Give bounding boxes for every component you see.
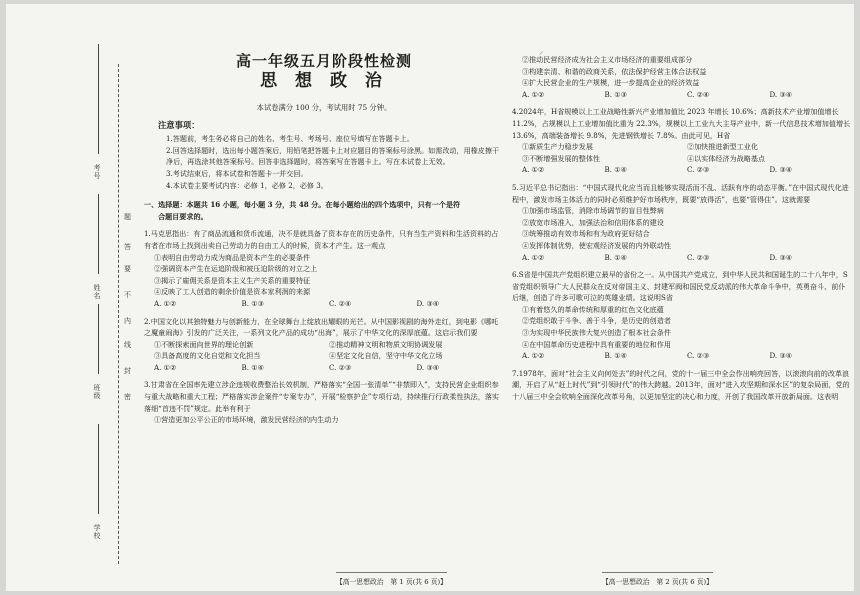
section-heading-cont: 合题目要求的。 [158,211,208,221]
name-label: 姓名 [93,284,101,300]
option-a: A. ①② [522,351,545,361]
seal-char: 要 [124,265,131,273]
right-column [512,54,852,403]
name-blank [98,194,99,274]
option-c: C. ②④ [329,298,352,308]
statement: ③统筹推动有效市场和有为政府更好结合 [522,229,650,239]
class-label: 班级 [93,384,101,400]
seal-char: 线 [124,341,131,349]
note-item: 1.答题前，考生务必将自己的姓名、考生号、考场号、座位号填写在答题卡上。 [166,134,414,144]
section-heading: 一、选择题：本题共 16 小题，每小题 3 分，共 48 分。在每小题给出的四个选项中，只有一个是符 [144,200,461,210]
question-7 [512,368,852,403]
option-d: D. ③④ [416,362,440,372]
exam-subject: 思 想 政 治 [260,71,388,91]
question-2 [144,316,504,374]
statement: ④扩大民营企业的生产规模，进一步提高企业的经济效益 [522,78,700,88]
option-b: B. ①③ [604,89,627,99]
statement: ②加快推进新型工业化 [687,142,758,152]
statement: ①加强市场监管，消除市场调节的盲目性弊病 [522,206,664,216]
exam-number-label: 考号 [93,164,101,180]
pen-mark: ⸝ [539,47,544,57]
seal-char: 题 [124,213,131,221]
seal-char: 内 [124,317,131,325]
note-item: 4.本试卷主要考试内容：必修 1，必修 2，必修 3。 [166,180,328,190]
option-c: C. ②③ [687,165,710,175]
statement: ①营造更加公平公正的市场环境，激发民营经济的内生动力 [154,415,339,425]
answer-options [512,89,852,101]
question-stem: 2.中国文化以其独特魅力与创新能力，在全球舞台上绽放出耀眼的光芒。从中国影视剧的海外走红，到电影《哪吒之魔童闹海》引发的广泛关注，一系列文化产品的成功“出海”，展示了中华文化的深厚底蕴。这启示我们要 [144,316,499,338]
statement: ③为实现中华民族伟大复兴创造了根本社会条件 [522,328,671,338]
statement: ①表明自由劳动力成为商品是资本产生的必要条件 [154,252,311,262]
option-d: D. ③④ [769,89,793,99]
statement: ③不断增强发展的整体性 [522,153,601,163]
question-stem: 6.S省是中国共产党组织建立最早的省份之一。从中国共产党成立，到中华人民共和国诞生的二十八年中，S省党组织领导广大人民群众在反对帝国主义、封建军阀和国民党反动派的伟大革命斗争中，英勇奋斗、前仆后继，创造了许多可歌可泣的英雄业绩。这说明S省 [512,270,848,303]
question-stem: 1.马克思指出：有了商品流通和货币流通，决不是就具备了资本存在的历史条件，只有当生产资料和生活资料的占有者在市场上找到出卖自己劳动力的自由工人的时候，资本才产生。这一观点 [144,229,499,250]
statement-grid [144,339,504,362]
option-a: A. ①② [154,298,177,308]
option-a: A. ①② [522,252,545,262]
seal-char: 不 [124,291,131,299]
option-c: C. ②③ [329,362,352,372]
option-c: C. ②③ [687,351,710,361]
statement: ④坚定文化自信，坚守中华文化立场 [329,351,443,361]
answer-options [144,362,504,374]
page-footer-right: 【高一思想政治 第 2 页(共 6 页)】 [602,572,713,586]
statement: ②放宽市场准入，加强法治和信用体系的建设 [522,217,664,227]
answer-options [144,298,504,310]
answer-options [512,252,852,264]
option-c: C. ②④ [687,89,710,99]
statement: ③揭示了雇佣关系是资本主义生产关系的重要特征 [154,275,311,285]
statement: ④在中国革命历史进程中具有重要的地位和作用 [522,339,671,349]
question-1 [144,228,504,309]
option-d: D. ③④ [769,351,793,361]
note-item: 2.回答选择题时，选出每小题答案后，用铅笔把答题卡上对应题目的答案标号涂黑。如需改动，用橡皮擦干净后，再选涂其他答案标号。回答非选择题时，将答案写在答题卡上。写在本试卷上无效。 [166,145,500,167]
option-d: D. ③④ [416,298,440,308]
statement: ①有着悠久的革命传统和厚重的红色文化底蕴 [522,304,664,314]
statement: ①新质生产力稳步发展 [522,142,593,152]
answer-options [512,350,852,362]
left-column [144,4,504,426]
notes-heading: 注意事项： [158,119,200,130]
binding-margin [6,4,134,591]
seal-char: 密 [124,393,131,401]
option-c: C. ②③ [687,252,710,262]
question-stem: 7.1978年，面对“社会主义向何处去”的时代之问，党的十一届三中全会作出响亮回答，以滚滚向前的改革浪潮，开启了从“赶上时代”到“引领时代”的伟大跨越。2013年，面对“进入攻坚期和深水区”的复杂局面，党的十八届三中全会吹响全面深化改革号角，以更加坚定的决心和力度，开创了我国改革开放新局面。这表明 [512,368,850,402]
statement: ③具备高度的文化自觉和文化担当 [154,351,261,361]
class-blank [98,304,99,374]
question-5 [512,182,852,263]
statement: ④反映了工人创造的剩余价值是资本家利润的来源 [154,287,311,297]
option-d: D. ③④ [769,252,793,262]
statement: ③构建亲清、和谐的政商关系，依法保护经营主体合法权益 [522,66,707,76]
page-footer-left: 【高一思想政治 第 1 页(共 6 页)】 [336,572,447,586]
statement: ④以实体经济为战略基点 [687,153,766,163]
question-3 [144,379,504,425]
exam-title: 高一年级五月阶段性检测 [235,52,412,70]
option-b: B. ①③ [241,298,264,308]
statement-grid [512,141,852,164]
option-d: D. ③④ [769,165,793,175]
statement: ②推动精神文明和物质文明协调发展 [329,339,443,349]
statement: ④发挥体制优势，使宏观经济发展的内外联动性 [522,240,671,250]
exam-meta: 本试卷满分 100 分，考试用时 75 分钟。 [256,103,392,112]
statement: ①不断探索面向世界的理论创新 [154,339,254,349]
school-label: 学校 [93,524,101,540]
question-stem: 3.甘肃省在全国率先建立涉企违规收费整治长效机制，严格落实“全国一张清单”“非禁即入”，支持民营企业组织参与重大战略和重大工程；严格落实涉企案件“专案专办”，开展“检察护企”专项行动，持续推行行政柔性执法，落实落细“首违不罚”规定。此举有利于 [144,380,500,413]
option-a: A. ①② [154,362,177,372]
option-b: B. ①④ [241,362,264,372]
exam-sheet [6,4,854,591]
question-4 [512,106,852,176]
question-6 [512,269,852,362]
option-b: B. ①④ [604,165,627,175]
statement: ②强调资本产生在运追阶级和被压迫阶级的对立之上 [154,264,318,274]
option-a: A. ①② [522,165,545,175]
answer-options [512,164,852,176]
question-stem: 4.2024年，H省规模以上工业战略性新兴产业增加值比 2023 年增长 10.6%；高新技术产业增加值增长 11.2%，占规模以上工业增加值比重为 22.3%，规模以上工业九大主导产业中，新一代信息技术增加值增长 13.6%，高端装备增长 9.8%，先进钢铁增长 7.8%。由此可见，H省 [512,107,851,140]
seal-char: 封 [124,367,131,375]
seal-char: 答 [124,243,131,251]
seal-dashed-line [118,64,119,564]
exam-number-blank [98,44,99,154]
statement: ②党组织敢于斗争、善于斗争，是历史的创造者 [522,316,671,326]
option-b: B. ①④ [604,252,627,262]
option-b: B. ①④ [604,351,627,361]
option-a: A. ①② [522,89,545,99]
statement: ②推动民营经济成为社会主义市场经济的重要组成部分 [522,55,693,64]
school-blank [98,424,99,514]
question-stem: 5.习近平总书记指出：“中国式现代化应当而且能够实现活而不乱、活跃有序的动态平衡。”在中国式现代化进程中，激发市场主体活力的同时必须维护好市场秩序，既要“放得活”，也要“管得住”。这就需要 [512,182,849,204]
note-item: 3.考试结束后，将本试卷和答题卡一并交回。 [166,168,308,178]
